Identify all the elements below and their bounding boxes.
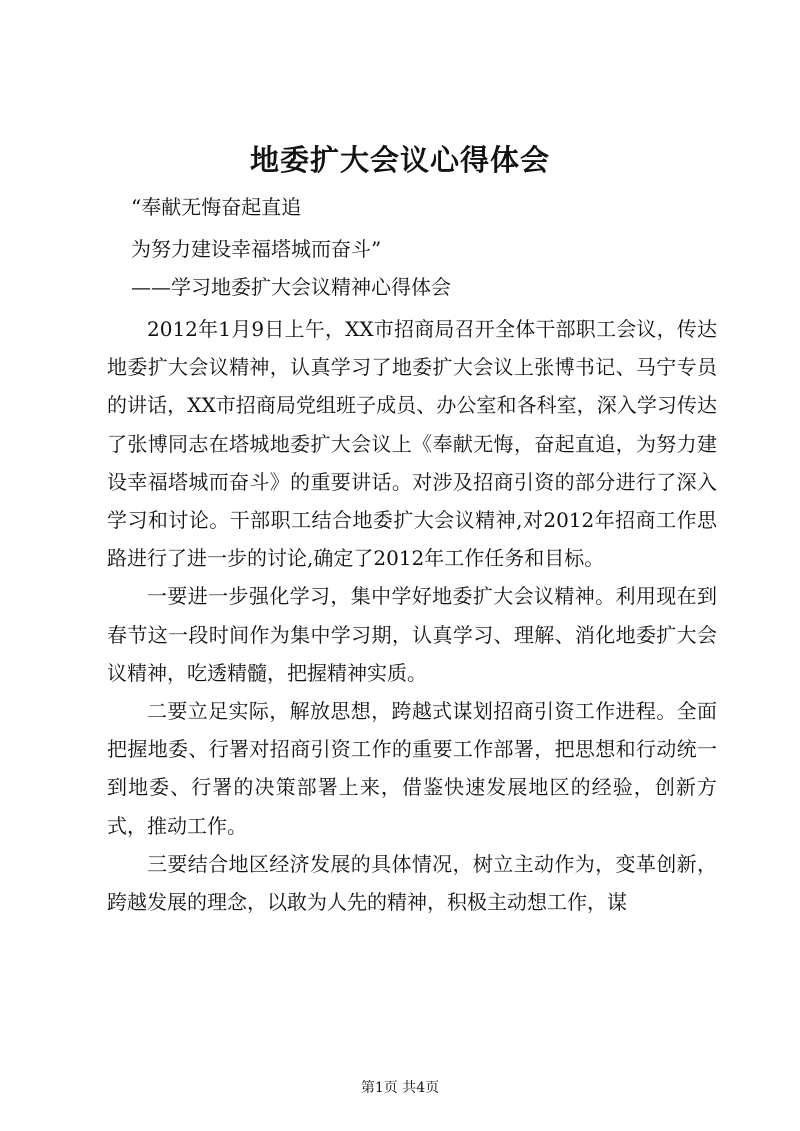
document-title: 地委扩大会议心得体会	[249, 143, 550, 177]
paragraph-2: 一要进一步强化学习，集中学好地委扩大会议精神。利用现在到春节这一段时间作为集中学习期，认真学习、理解、消化地委扩大会议精神，吃透精髓，把握精神实质。	[107, 584, 717, 685]
document-body	[107, 310, 717, 921]
subtitle-line-3: ——学习地委扩大会议精神心得体会	[131, 275, 451, 299]
paragraph-3: 二要立足实际，解放思想，跨越式谋划招商引资工作进程。全面把握地委、行署对招商引资工作的重要工作部署，把思想和行动统一到地委、行署的决策部署上来，借鉴快速发展地区的经验，创新方式，推动工作。	[107, 699, 717, 838]
paragraph-1: 2012年1月9日上午，XX市招商局召开全体干部职工会议，传达地委扩大会议精神，认真学习了地委扩大会议上张博书记、马宁专员的讲话，XX市招商局党组班子成员、办公室和各科室，深入学习传达了张博同志在塔城地委扩大会议上《奉献无悔，奋起直追，为努力建设幸福塔城而奋斗》的重要讲话。对涉及招商引资的部分进行了深入学习和讨论。干部职工结合地委扩大会议精神,对2012年招商工作思路进行了进一步的讨论,确定了2012年工作任务和目标。	[107, 317, 717, 571]
subtitle-line-2: 为努力建设幸福塔城而奋斗”	[131, 237, 382, 261]
paragraph-4: 三要结合地区经济发展的具体情况，树立主动作为，变革创新，跨越发展的理念，以敢为人先的精神，积极主动想工作，谋	[107, 851, 717, 915]
subtitle-line-1: “奉献无悔奋起直追	[131, 195, 302, 219]
page-footer: 第1页 共4页	[360, 1080, 440, 1096]
